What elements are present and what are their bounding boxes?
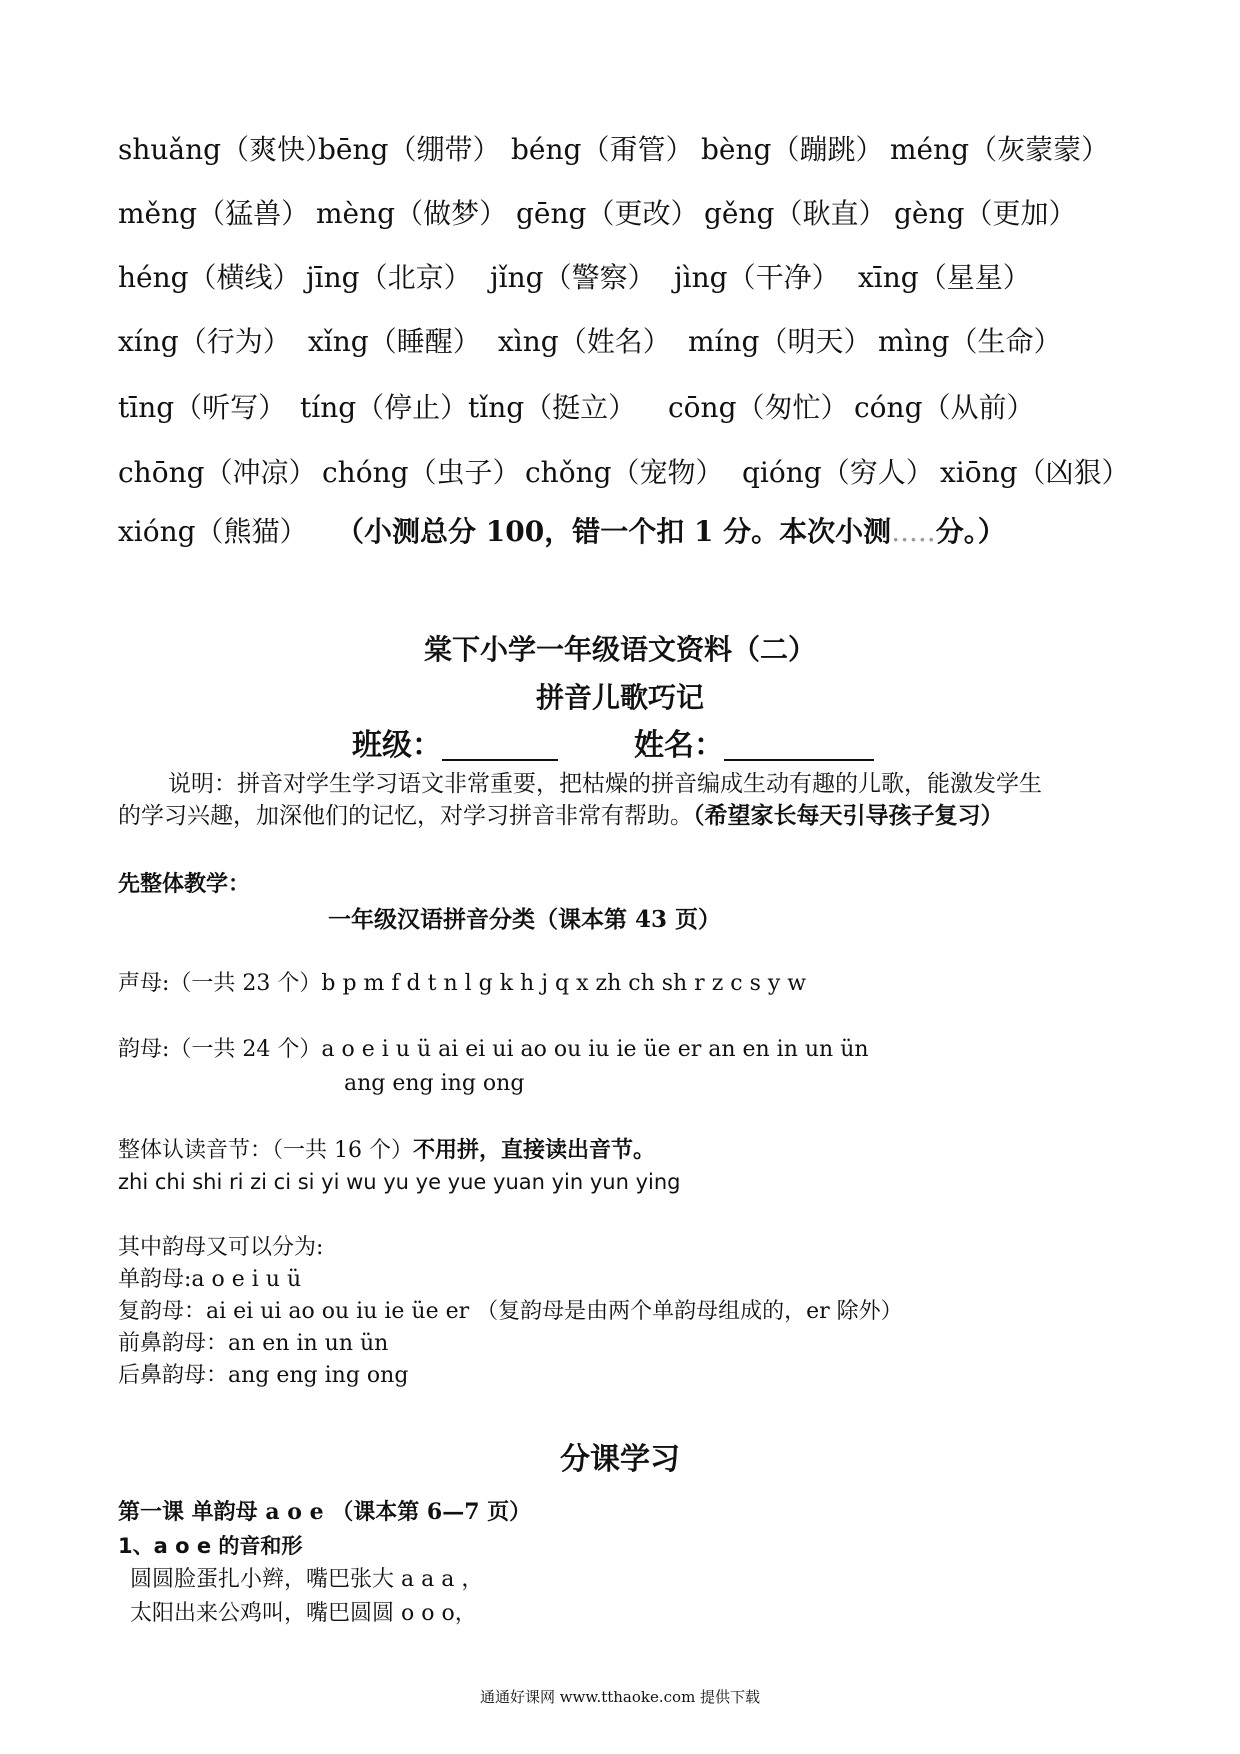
zhengti-list: zhi chi shi ri zi ci si yi wu yu ye yue yuan yin yun ying [118, 1170, 681, 1194]
pinyin-word: jǐng（警察） [490, 261, 656, 294]
shengmu-line: 声母:（一共 23 个）b p m f d t n l g k h j q x zh ch sh r z c s y w [118, 971, 807, 996]
pinyin-word: chǒng（宠物） [525, 456, 724, 489]
pinyin-word: qióng（穷人） [742, 456, 934, 489]
intro-text: 的学习兴趣，加深他们的记忆，对学习拼音非常有帮助。 [118, 803, 693, 829]
qian-bi-yunmu-line: 前鼻韵母：an en in un ün [118, 1331, 389, 1356]
class-blank-line[interactable] [442, 729, 558, 761]
name-label: 姓名： [634, 728, 724, 763]
intro-line-2 [118, 800, 1004, 832]
intro-line-1: 说明：拼音对学生学习语文非常重要，把枯燥的拼音编成生动有趣的儿歌，能激发学生 [168, 771, 1042, 797]
zhengti-label: 整体认读音节：（一共 16 个） [118, 1138, 413, 1163]
class-field[interactable] [352, 726, 558, 766]
document-title: 棠下小学一年级语文资料（二） [423, 633, 816, 666]
pinyin-word: cóng（从前） [854, 391, 1035, 424]
name-blank-line[interactable] [724, 729, 874, 761]
section-heading: 先整体教学： [118, 871, 251, 897]
pinyin-word: gèng（更加） [894, 197, 1077, 230]
fu-yunmu-line: 复韵母：ai ei ui ao ou iu ie üe er （复韵母是由两个单韵母组成的，er 除外） [118, 1299, 903, 1324]
class-label: 班级： [352, 728, 442, 763]
pinyin-word: béng（甭管） [511, 133, 694, 166]
yunmu-line-2: ang eng ing ong [344, 1071, 525, 1096]
pinyin-word: chóng（虫子） [322, 456, 521, 489]
pinyin-word: míng（明天） [688, 325, 872, 358]
pinyin-word: gěng（耿直） [704, 197, 887, 230]
hou-bi-yunmu-line: 后鼻韵母：ang eng ing ong [118, 1363, 409, 1388]
name-field[interactable] [634, 726, 874, 766]
dan-yunmu-line: 单韵母:a o e i u ü [118, 1267, 302, 1292]
pinyin-word: cōng（匆忙） [668, 391, 849, 424]
intro-parent-note: （希望家长每天引导孩子复习） [693, 802, 1004, 829]
pinyin-word: tīng（听写） [118, 391, 287, 424]
pinyin-word: jīng（北京） [306, 261, 472, 294]
classification-intro: 其中韵母又可以分为: [118, 1235, 324, 1260]
pinyin-word: bēng（绷带） [318, 133, 501, 166]
pinyin-word: měng（猛兽） [118, 197, 310, 230]
footer-credit: 通通好课网 www.tthaoke.com 提供下载 [479, 1688, 761, 1706]
pinyin-word: méng（灰蒙蒙） [890, 133, 1110, 166]
lesson-1-title: 第一课 单韵母 a o e （课本第 6—7 页） [118, 1499, 532, 1525]
quiz-note [336, 514, 1006, 550]
pinyin-word: xíng（行为） [118, 325, 291, 358]
pinyin-word: tíng（停止） [300, 391, 469, 424]
lessons-heading: 分课学习 [560, 1442, 680, 1477]
pinyin-word: xióng（熊猫） [118, 515, 308, 548]
pinyin-word: jìng（干净） [674, 261, 840, 294]
pinyin-word: xìng（姓名） [498, 325, 671, 358]
pinyin-word: chōng（冲凉） [118, 456, 317, 489]
document-subtitle: 拼音儿歌巧记 [535, 681, 704, 714]
zhengti-note: 不用拼，直接读出音节。 [412, 1137, 655, 1163]
score-blank: ..... [891, 515, 936, 548]
rhyme-line: 太阳出来公鸡叫，嘴巴圆圆 o o o， [130, 1601, 477, 1626]
pinyin-word: gēng（更改） [516, 197, 699, 230]
quiz-note-text: （小测总分 100，错一个扣 1 分。本次小测 [336, 515, 892, 548]
table-title: 一年级汉语拼音分类（课本第 43 页） [328, 906, 722, 933]
pinyin-word: mèng（做梦） [316, 197, 508, 230]
pinyin-word: tǐng（挺立） [468, 391, 637, 424]
quiz-note-end: 分。） [935, 515, 1006, 548]
zhengti-line [118, 1134, 655, 1167]
lesson-1-item: 1、a o e 的音和形 [118, 1534, 303, 1558]
pinyin-word: xǐng（睡醒） [308, 325, 481, 358]
rhyme-line: 圆圆脸蛋扎小辫，嘴巴张大 a a a ， [130, 1567, 484, 1592]
pinyin-word: bèng（蹦跳） [701, 133, 884, 166]
pinyin-word: shuǎng（爽快） [118, 133, 334, 166]
pinyin-word: mìng（生命） [878, 325, 1062, 358]
yunmu-line-1: 韵母:（一共 24 个）a o e i u ü ai ei ui ao ou iu ie üe er an en in un ün [118, 1037, 869, 1062]
pinyin-word: xīng（星星） [858, 261, 1031, 294]
pinyin-word: héng（横线） [118, 261, 301, 294]
pinyin-word: xiōng（凶狠） [940, 456, 1130, 489]
